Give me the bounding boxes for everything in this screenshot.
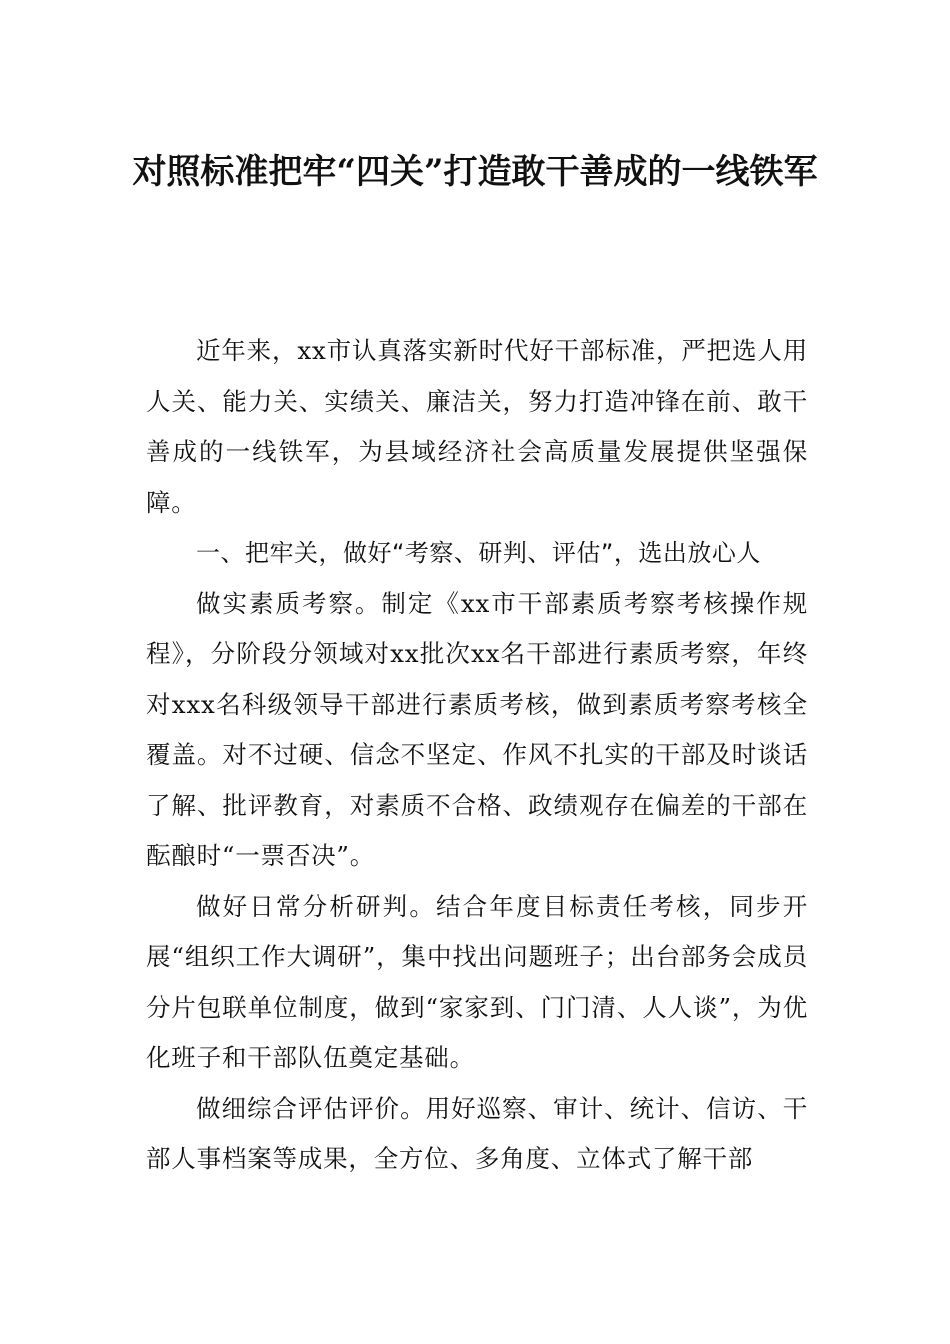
section-heading: 一、把牢关，做好“考察、研判、评估”，选出放心人 xyxy=(196,539,761,567)
paragraph-comprehensive-evaluation: 做细综合评估评价。用好巡察、审计、统计、信访、干部人事档案等成果，全方位、多角度、立体式了解干部 xyxy=(146,1093,808,1173)
paragraph-quality-inspection: 做实素质考察。制定《xx市干部素质考察考核操作规程》，分阶段分领域对xx批次xx名干部进行素质考察，年终对xxx名科级领导干部进行素质考核，做到素质考察考核全覆盖。对不过硬、信念不坚定、作风不扎实的干部及时谈话了解、批评教育，对素质不合格、政绩观存在偏差的干部在酝酿时“一票否决”。 xyxy=(146,588,808,870)
paragraph-daily-analysis: 做好日常分析研判。结合年度目标责任考核，同步开展“组织工作大调研”，集中找出问题班子；出台部务会成员分片包联单位制度，做到“家家到、门门清、人人谈”，为优化班子和干部队伍奠定基础。 xyxy=(146,891,808,1072)
document-body xyxy=(146,326,808,1185)
document-title: 对照标准把牢“四关”打造敢干善成的一线铁军 xyxy=(132,152,818,192)
intro-paragraph: 近年来，xx市认真落实新时代好干部标准，严把选人用人关、能力关、实绩关、廉洁关，努力打造冲锋在前、敢干善成的一线铁军，为县域经济社会高质量发展提供坚强保障。 xyxy=(146,336,808,517)
